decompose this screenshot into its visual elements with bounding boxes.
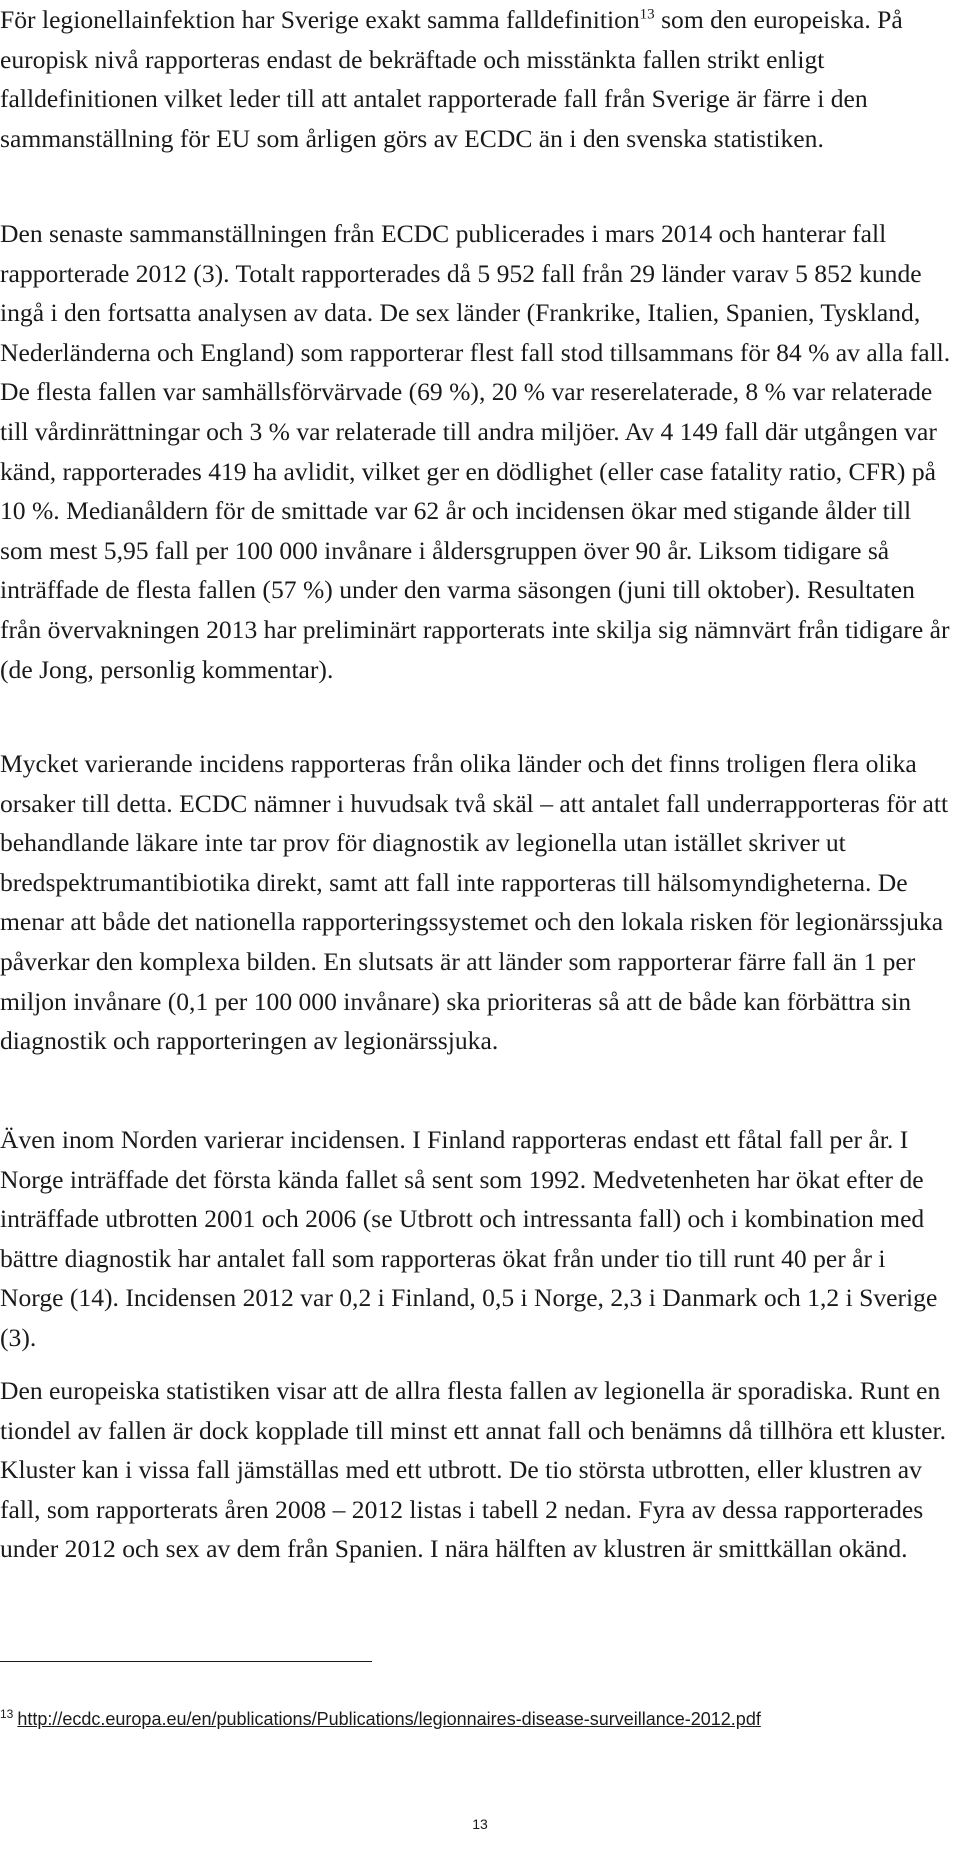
page-number: 13 [472,1816,488,1832]
paragraph-1-text-start: För legionellainfektion har Sverige exakt samma falldefinition [0,5,640,34]
paragraph-4: Även inom Norden varierar incidensen. I Finland rapporteras endast ett fåtal fall per år. I Norge inträffade det första kända fallet så sent som 1992. Medvetenheten har ökat efter de inträffade utbrotten 2001 och 2006 (se Utbrott och intressanta fall) och i kombination med bättre diagnostik har antalet fall som rapporteras ökat från under tio till runt 40 per år i Norge (14). Incidensen 2012 var 0,2 i Finland, 0,5 i Norge, 2,3 i Danmark och 1,2 i Sverige (3). [0,1125,938,1352]
footnote-separator [0,1661,372,1662]
footnote-reference-13[interactable]: 13 [639,6,655,23]
paragraph-1-text-end: som den europeiska. På europisk nivå rapporteras endast de bekräftade och misstänkta fallen strikt enligt falldefinitionen vilket leder till att antalet rapporterade fall från Sverige är färre i den sammanställning för EU som årligen görs av ECDC än i den svenska statistiken. [0,5,903,153]
paragraph-1 [0,0,954,158]
footnote-number: 13 [0,1707,14,1721]
paragraph-5: Den europeiska statistiken visar att de allra flesta fallen av legionella är sporadiska. Runt en tiondel av fallen är dock kopplade till minst ett annat fall och benämns då tillhöra ett kluster. Kluster kan i vissa fall jämställas med ett utbrott. De tio största utbrotten, eller klustren av fall, som rapporterats åren 2008 – 2012 listas i tabell 2 nedan. Fyra av dessa rapporterades under 2012 och sex av dem från Spanien. I nära hälften av klustren är smittkällan okänd. [0,1376,946,1564]
paragraph-2: Den senaste sammanställningen från ECDC publicerades i mars 2014 och hanterar fall rapporterade 2012 (3). Totalt rapporterades då 5 952 fall från 29 länder varav 5 852 kunde ingå i den fortsatta analysen av data. De sex länder (Frankrike, Italien, Spanien, Tyskland, Nederländerna och England) som rapporterar flest fall stod tillsammans för 84 % av alla fall. De flesta fallen var samhällsförvärvade (69 %), 20 % var reserelaterade, 8 % var relaterade till vårdinrättningar och 3 % var relaterade till andra miljöer. Av 4 149 fall där utgången var känd, rapporterades 419 ha avlidit, vilket ger en dödlighet (eller case fatality ratio, CFR) på 10 %. Medianåldern för de smittade var 62 år och incidensen ökar med stigande ålder till som mest 5,95 fall per 100 000 invånare i åldersgruppen över 90 år. Liksom tidigare så inträffade de flesta fallen (57 %) under den varma säsongen (juni till oktober). Resultaten från övervakningen 2013 har preliminärt rapporterats inte skilja sig nämnvärt från tidigare år (de Jong, personlig kommentar). [0,219,951,684]
footnote-link[interactable]: http://ecdc.europa.eu/en/publications/Publications/legionnaires-disease-surveillance-2012.pdf [17,1709,761,1729]
paragraph-3: Mycket varierande incidens rapporteras från olika länder och det finns troligen flera olika orsaker till detta. ECDC nämner i huvudsak två skäl – att antalet fall underrapporteras för att behandlande läkare inte tar prov för diagnostik av legionella utan istället skriver ut bredspektrumantibiotika direkt, samt att fall inte rapporteras till hälsomyndigheterna. De menar att både det nationella rapporteringssystemet och den lokala risken för legionärssjuka påverkar den komplexa bilden. En slutsats är att länder som rapporterar färre fall än 1 per miljon invånare (0,1 per 100 000 invånare) ska prioriteras så att de både kan förbättra sin diagnostik och rapporteringen av legionärssjuka. [0,749,949,1056]
footnote [0,1707,950,1731]
